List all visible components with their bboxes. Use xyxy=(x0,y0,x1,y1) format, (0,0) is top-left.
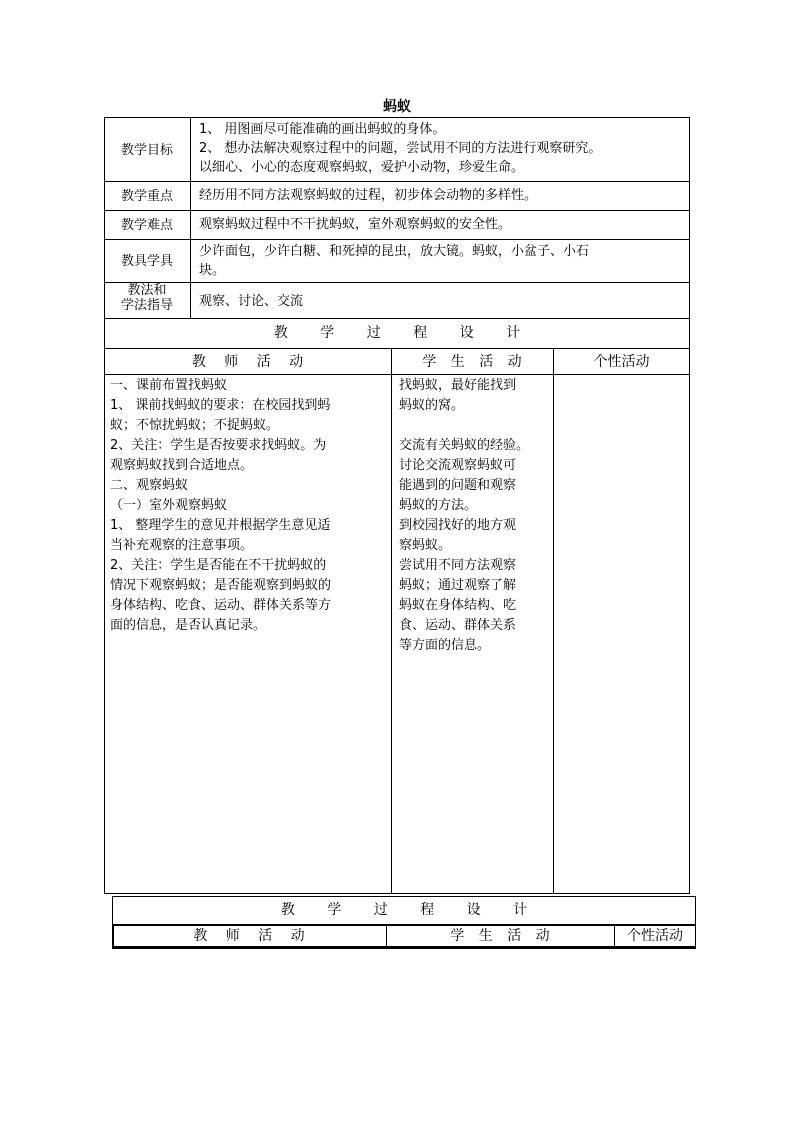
difficulties-text: 观察蚂蚁过程中不干扰蚂蚁，室外观察蚂蚁的安全性。 xyxy=(199,217,512,232)
student-line: 到校园找好的地方观 xyxy=(399,518,517,533)
objectives-line: 2、 想办法解决观察过程中的问题，尝试用不同的方法进行观察研究。 xyxy=(199,141,602,156)
key-points-text: 经历用不同方法观察蚂蚁的过程，初步体会动物的多样性。 xyxy=(199,188,538,203)
teacher-line: 一、课前布置找蚂蚁 xyxy=(110,378,228,393)
student-line: 交流有关蚂蚁的经验。 xyxy=(399,438,530,453)
row-label-difficulties: 教学难点 xyxy=(120,218,173,233)
teacher-line: 面的信息，是否认真记录。 xyxy=(110,618,267,633)
teacher-line: 2、关注：学生是否按要求找蚂蚁。为 xyxy=(110,438,327,453)
teacher-line: 二、观察蚂蚁 xyxy=(110,478,189,493)
methods-text: 观察、讨论、交流 xyxy=(199,294,304,309)
objectives-text xyxy=(199,120,689,177)
row-label-objectives: 教学目标 xyxy=(120,143,173,158)
header-personal-activity: 个性活动 xyxy=(593,354,650,370)
row-label-methods-line: 教法和 xyxy=(127,283,167,298)
student-activity-content xyxy=(399,376,553,656)
row-line xyxy=(104,239,690,240)
row-line xyxy=(104,282,690,283)
student-line: 能遇到的问题和观察 xyxy=(399,478,517,493)
teaching-aids-line: 块。 xyxy=(199,263,226,278)
student-line: 察蚂蚁。 xyxy=(399,538,452,553)
label-column-divider xyxy=(190,117,191,318)
column-divider xyxy=(553,348,554,894)
teacher-line: 1、 整理学生的意见并根据学生意见适 xyxy=(110,518,331,533)
continuation-header-student: 学 生 活 动 xyxy=(450,928,550,944)
student-line: 找蚂蚁，最好能找到 xyxy=(399,378,517,393)
teacher-line: 1、 课前找蚂蚁的要求：在校园找到蚂 xyxy=(110,398,331,413)
teacher-activity-content xyxy=(110,376,390,636)
student-line: 食、运动、群体关系 xyxy=(399,618,517,633)
row-line xyxy=(104,181,690,182)
teacher-line: 当补充观察的注意事项。 xyxy=(110,538,254,553)
teacher-line: 情况下观察蚂蚁；是否能观察到蚂蚁的 xyxy=(110,578,332,593)
column-divider xyxy=(391,348,392,894)
teacher-line: 2、关注：学生是否能在不干扰蚂蚁的 xyxy=(110,558,327,573)
row-label-key-points: 教学重点 xyxy=(120,189,173,204)
row-label-methods-line: 学法指导 xyxy=(120,298,173,313)
teaching-aids-line: 少许面包，少许白糖、和死掉的昆虫，放大镜。蚂蚁，小盆子、小石 xyxy=(199,244,590,259)
row-label-methods xyxy=(104,283,190,313)
student-line: 讨论交流观察蚂蚁可 xyxy=(399,458,517,473)
teacher-line: （一）室外观察蚂蚁 xyxy=(110,498,228,513)
teaching-aids-text xyxy=(199,242,689,280)
row-line xyxy=(104,318,690,319)
student-line-blank xyxy=(399,416,553,436)
student-line: 蚂蚁；通过观察了解 xyxy=(399,578,517,593)
teacher-line: 观察蚂蚁找到合适地点。 xyxy=(110,458,254,473)
objectives-line: 以细心、小心的态度观察蚂蚁，爱护小动物，珍爱生命。 xyxy=(199,160,525,175)
continuation-process-title: 教 学 过 程 设 计 xyxy=(280,902,528,918)
header-student-activity: 学 生 活 动 xyxy=(422,354,522,370)
student-line: 蚂蚁的窝。 xyxy=(399,398,465,413)
continuation-header-teacher: 教 师 活 动 xyxy=(193,928,305,944)
row-label-teaching-aids: 教具学具 xyxy=(120,254,173,269)
document-title: 蚂蚁 xyxy=(383,99,411,115)
continuation-row-line xyxy=(112,924,696,926)
continuation-header-personal: 个性活动 xyxy=(627,928,683,944)
student-line: 蚂蚁在身体结构、吃 xyxy=(399,598,517,613)
continuation-bottom-line xyxy=(112,946,696,948)
objectives-line: 1、 用图画尽可能准确的画出蚂蚁的身体。 xyxy=(199,122,446,137)
row-line xyxy=(104,348,690,349)
teacher-line: 蚁；不惊扰蚂蚁；不捉蚂蚁。 xyxy=(110,418,280,433)
row-line xyxy=(104,374,690,375)
teacher-line: 身体结构、吃食、运动、群体关系等方 xyxy=(110,598,332,613)
student-line: 等方面的信息。 xyxy=(399,638,491,653)
process-title: 教 学 过 程 设 计 xyxy=(273,325,521,341)
student-line: 尝试用不同方法观察 xyxy=(399,558,517,573)
header-teacher-activity: 教 师 活 动 xyxy=(191,354,304,370)
row-line xyxy=(104,210,690,211)
student-line: 蚂蚁的方法。 xyxy=(399,498,478,513)
